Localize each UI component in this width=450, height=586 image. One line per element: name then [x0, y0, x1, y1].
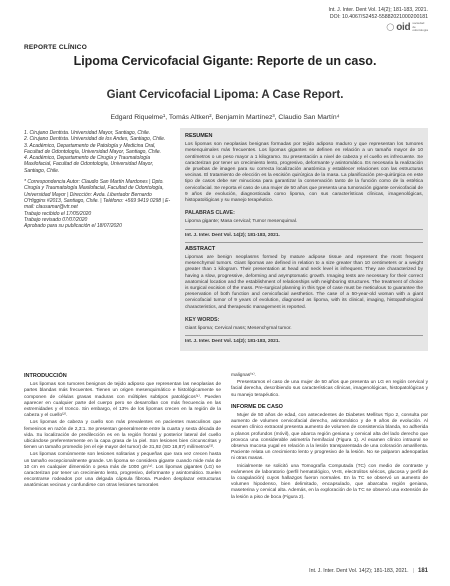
left-column [24, 373, 221, 502]
abstract-column [180, 128, 428, 351]
journal-header [329, 7, 429, 33]
revised-date: Trabajo revisado 07/07/2020 [24, 216, 88, 223]
abstract-citation: Int. J. Inter. Dent Vol. 14(2); 181-183, 2021. [185, 339, 280, 345]
section-label: REPORTE CLÍNICO [24, 44, 87, 51]
case-report-heading: INFORME DE CASO [231, 403, 283, 410]
doi-text: DOI: 10.4067/S2452-55882021000200181 [329, 14, 428, 20]
palabras-clave-heading: PALABRAS CLAVE: [185, 210, 235, 217]
continuation-text: malignas⁽⁵⁾. [231, 373, 256, 378]
correspondence: * Correspondencia Autor: Claudio San Martín Mardones | Dpto. Cirugía y Traumatología Maxilofacial, Facultad de Odontología, Universidad Mayor | Dirección: Avda. Libertador Bernardo O'Higgins #2013, Santiago, Chile. | Teléfono: +569 9419 0298 | E-mail: clausamar@vtr.net [24, 179, 171, 211]
approved-date: Aprobado para su publicación el 18/07/2020 [24, 223, 122, 230]
intro-paragraph: Los lipomas comúnmente son lesiones solitarias y pequeñas que rara vez crecen hasta un tamaño excepcionalmente grande. Un lipoma se considera gigante cuando mide más de 10 cm en cualquier dimensión o pesa más de 1000 gm⁽⁴⁾. Los lipomas gigantes (LG) se caracterizan por tener un crecimiento lento, progresivo, deformante y asintomático. Suelen encontrarse rodeados por una delgada cápsula fibrosa. Pueden desplazar estructuras anatómicas vecinas y confundirse con otras lesiones tumorales [24, 452, 221, 489]
intro-paragraph: Los lipomas de cabeza y cuello son más prevalentes en pacientes masculinos que femeninos en razón de 2,3:1. Se presentan generalmente entre la cuarta y sexta década de vida. Su localización de predilección es en la región frontal y posterior lateral del cuello ubicándose preferentemente en la capa grasa de la piel. Son lesiones bien circunscritas y tienen un tamaño promedio (en el eje mayor del tumor) de 31,92 (SD 18,87) milímetros⁽³⁾. [24, 420, 221, 451]
journal-logo [329, 22, 429, 33]
received-date: Trabajo recibido el 17/05/2020 [24, 210, 92, 217]
key-words: Giant lipoma; Cervical mass; Mesenchymal tumor. [185, 326, 292, 332]
logo-icon: ◯ [386, 23, 395, 31]
case-paragraph: Mujer de 50 años de edad, con antecedentes de Diabetes Mellitus Tipo 2, consulta por aumento de volumen cervicofacial derecho, asintomático y de 9 años de evolución. Al examen clínico extraoral presenta aumento de volumen de consistencia blanda, no adherida a planos profundos (móvil), que abarca región geniana y cervical alta del lado derecho que provoca una considerable asimetría hemifacial (Figura 1). Al examen clínico intraoral se observa mucosa yugal en relación a la lesión transparentada de una coloración amarillenta. Paciente relata un crecimiento lento y progresivo de la lesión. No se palparon adenopatías ni otras masas. [231, 413, 428, 462]
affiliation-4: 4. Académico, Departamento de Cirugía y Traumatología Maxilofacial, Facultad de Odontología, Universidad Mayor, Santiago, Chile. [24, 155, 154, 174]
article-title-spanish: Lipoma Cervicofacial Gigante: Reporte de un caso. [73, 54, 377, 68]
body-paragraph: Presentamos el caso de una mujer de 50 años que presenta un LG en región cervical y facial derecha, describiendo sus características clínicas, imagenológicas, histopatológicas y su manejo terapéutico. [231, 380, 428, 398]
divider [185, 242, 423, 243]
divider [185, 229, 423, 230]
abstract-heading: ABSTRACT [185, 245, 216, 252]
body-columns [24, 373, 428, 502]
page-footer [309, 568, 428, 574]
footer-separator: | [412, 568, 414, 574]
affiliation-3: 3. Académico, Departamento de Patología y Medicina Oral, Facultad de Odontología, Universidad Mayor, Santiago, Chile. [24, 142, 162, 155]
case-paragraph: Inicialmente se solicitó una Tomografía Computada (TC) con medio de contraste y exámenes de laboratorio (perfil hematológico, VHS, electrolitos séricos, glucosa y perfil de la coagulación) cuyos hallazgos fueron normales. En la TC se observó un aumento de volumen hipodenso, bien delimitado, encapsulado, que abarcaba región geniana, maseterina y cervical alta. Además, en la exploración de la TC se observó una extensión de la lesión a piso de boca (Figura 2). [231, 463, 428, 500]
resumen-block [180, 128, 428, 351]
key-words-heading: KEY WORDS: [185, 316, 220, 323]
affiliation-2: 2. Cirujano Dentista. Universidad de los Andes, Santiago, Chile. [24, 136, 166, 143]
resumen-heading: RESUMEN [185, 133, 213, 139]
article-title-english: Giant Cervicofacial Lipoma: A Case Report. [106, 89, 344, 101]
intro-paragraph: Los lipomas son tumores benignos de tejido adiposo que representan las neoplasias de partes blandas más frecuentes. Tienen un origen mesenquimático e histológicamente se componen de células grasas maduras con múltiples subtipos patológicos⁽¹⁾. Pueden aparecer en cualquier parte del cuerpo pero se desarrollan con más frecuencia en las extremidades y el tronco. Sin embargo, el 13% de los lipomas crecen en la región de la cabeza y el cuello⁽²⁾. [24, 382, 221, 419]
resumen-citation: Int. J. Inter. Dent Vol. 14(2); 181-183, 2021. [185, 232, 280, 238]
logo-subtext: sociedad de odontología [412, 21, 428, 32]
right-column [231, 373, 428, 502]
affiliations [24, 130, 174, 229]
author-list: Edgard Riquelme¹, Tomás Altken², Benjamín Martínez³, Claudio San Martín⁴ [110, 114, 340, 121]
affiliation-1: 1. Cirujano Dentista. Universidad Mayor, Santiago, Chile. [24, 130, 151, 136]
journal-citation: Int. J. Inter. Dent Vol. 14(2); 181-183, 2021. [328, 7, 428, 13]
resumen-text: Los lipomas son neoplasias benignas formadas por tejido adiposo maduro y que representan los tumores mesenquimales más frecuentes. Los lipomas gigantes se definen en relación a un tamaño mayor de 10 centímetros o un peso mayor a 1 kilogramo. Su presentación a nivel de cabeza y el cuello es infrecuente. Se caracterizan por tener un crecimiento lento, progresivo, deformante y asintomático. Es necesaria la realización de pruebas de imagen para su correcta localización anatómica y establecer relaciones con las estructuras vecinas. El tratamiento de elección es la escisión quirúrgica de la masa. La planificación pre-quirúrgica en este tipo de casos debe ser minuciosa para garantizar la conservación tanto de la función como de la estética cervicofacial. Se reporta el caso de una mujer de 50 años que presenta una tumoración gigante cervicofacial de 9 años de evolución, diagnosticada como lipoma, con sus características clínicas, imagenológicas, histopatológicas y su manejo terapéutico. [185, 142, 423, 204]
page-number: 181 [417, 568, 428, 574]
footer-citation: Int. J. Inter. Dent Vol. 14(2); 181-183, 2021. [309, 568, 409, 574]
divider [185, 335, 423, 336]
palabras-clave: Lipoma gigante; Masa cervical; Tumor mesenquimal. [185, 219, 298, 225]
abstract-text: Lipomas are benign neoplasms formed by mature adipose tissue and represent the most frequent mesenchymal tumors. Giant lipomas are defined in relation to a size greater than 10 centimeters or a weight greater than 1 kilogram. Their presentation at head and neck level is infrequent. They are characterized by having a slow, progressive, deforming and asymptomatic growth. Imaging tests are necessary for their correct anatomical location and the establishment of relationships with neighboring structures. The treatment of choice is surgical excision of the mass. Pre-surgical planning in this type of case must be meticulous to guarantee the preservation of both function and cervicofacial aesthetics. The case of a 50-year-old woman with a giant cervicofacial tumor of 9 years of evolution, diagnosed as lipoma, with its clinical, imaging, histopathological characteristics, and therapeutic management is reported. [185, 255, 423, 310]
logo-text: oid [396, 21, 411, 33]
intro-heading: INTRODUCCIÓN [24, 373, 67, 379]
